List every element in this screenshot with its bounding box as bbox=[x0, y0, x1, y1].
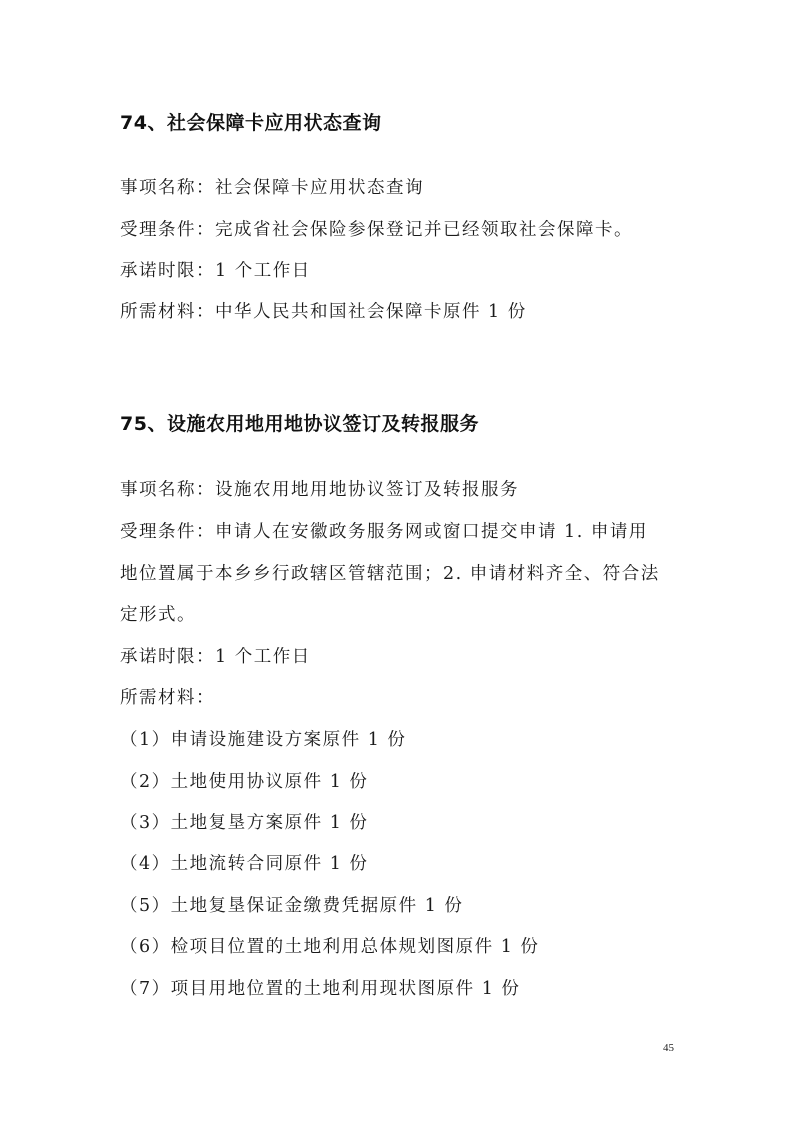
section-74-time-limit: 承诺时限：1 个工作日 bbox=[120, 261, 311, 281]
material-list-item: （6）检项目位置的土地利用总体规划图原件 1 份 bbox=[120, 937, 540, 957]
section-74-title: 74、社会保障卡应用状态查询 bbox=[120, 112, 382, 134]
material-list-item: （2）土地使用协议原件 1 份 bbox=[120, 772, 369, 792]
page-number: 45 bbox=[663, 1042, 674, 1054]
section-75-materials-label: 所需材料： bbox=[120, 688, 215, 708]
section-75-conditions-line: 定形式。 bbox=[120, 605, 196, 625]
section-75-title: 75、设施农用地用地协议签订及转报服务 bbox=[120, 413, 479, 435]
material-list-item: （1）申请设施建设方案原件 1 份 bbox=[120, 730, 407, 750]
material-list-item: （3）土地复垦方案原件 1 份 bbox=[120, 813, 369, 833]
section-75-conditions-line: 地位置属于本乡乡行政辖区管辖范围；2. 申请材料齐全、符合法 bbox=[120, 564, 660, 584]
section-74-item-name: 事项名称：社会保障卡应用状态查询 bbox=[120, 178, 424, 198]
section-75-conditions-line: 受理条件：申请人在安徽政务服务网或窗口提交申请 1. 申请用 bbox=[120, 522, 648, 542]
section-74-materials: 所需材料：中华人民共和国社会保障卡原件 1 份 bbox=[120, 302, 527, 322]
section-75-item-name: 事项名称：设施农用地用地协议签订及转报服务 bbox=[120, 480, 519, 500]
section-74-conditions: 受理条件：完成省社会保险参保登记并已经领取社会保障卡。 bbox=[120, 220, 633, 240]
material-list-item: （7）项目用地位置的土地利用现状图原件 1 份 bbox=[120, 979, 521, 999]
material-list-item: （4）土地流转合同原件 1 份 bbox=[120, 854, 369, 874]
material-list-item: （5）土地复垦保证金缴费凭据原件 1 份 bbox=[120, 896, 464, 916]
section-75-time-limit: 承诺时限：1 个工作日 bbox=[120, 647, 311, 667]
